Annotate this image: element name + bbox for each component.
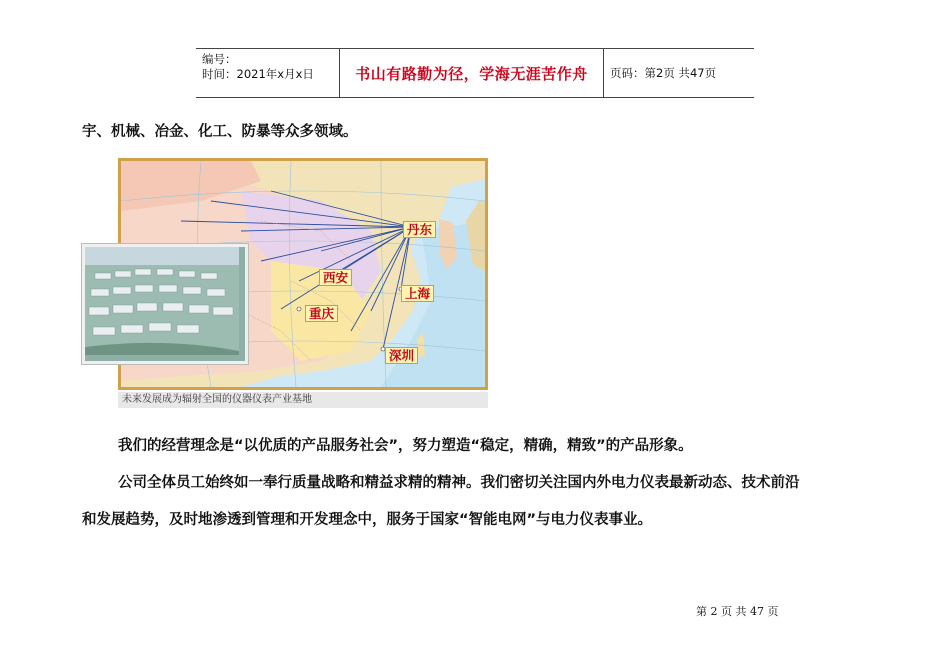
city-label-dandong: 丹东 [403,221,436,238]
serial-number-label: 编号： [202,52,237,66]
header-meta [196,49,340,97]
paragraph-business-philosophy: 我们的经营理念是“以优质的产品服务社会”，努力塑造“稳定，精确，精致”的产品形象。 [118,438,693,454]
paragraph-quality-strategy: 公司全体员工始终如一奉行质量战略和精益求精的精神。我们密切关注国内外电力仪表最新动态、技术前沿 [118,475,800,491]
city-label-chongqing: 重庆 [305,305,338,322]
figure-caption: 未来发展成为辐射全国的仪器仪表产业基地 [118,392,488,408]
industrial-park-photo [82,244,248,364]
header-motto: 书山有路勤为径，学海无涯苦作舟 [355,64,588,83]
paragraph-industries: 宇、机械、冶金、化工、防暴等众多领域。 [82,124,358,140]
page-footer: 第 2 页 共 47 页 [696,605,779,618]
city-label-xian: 西安 [319,269,352,286]
date-label: 时间：2021年x月x日 [202,67,314,81]
header-page-info: 页码：第2页 共47页 [610,66,717,80]
header-motto-cell [340,49,604,97]
page-header [196,48,754,98]
city-label-shanghai: 上海 [401,285,434,302]
industrial-park-illustration [85,247,239,355]
paragraph-smart-grid: 和发展趋势，及时地渗透到管理和开发理念中，服务于国家“智能电网”与电力仪表事业。 [82,512,653,528]
city-label-shenzhen: 深圳 [385,347,418,364]
map-figure [82,158,490,422]
